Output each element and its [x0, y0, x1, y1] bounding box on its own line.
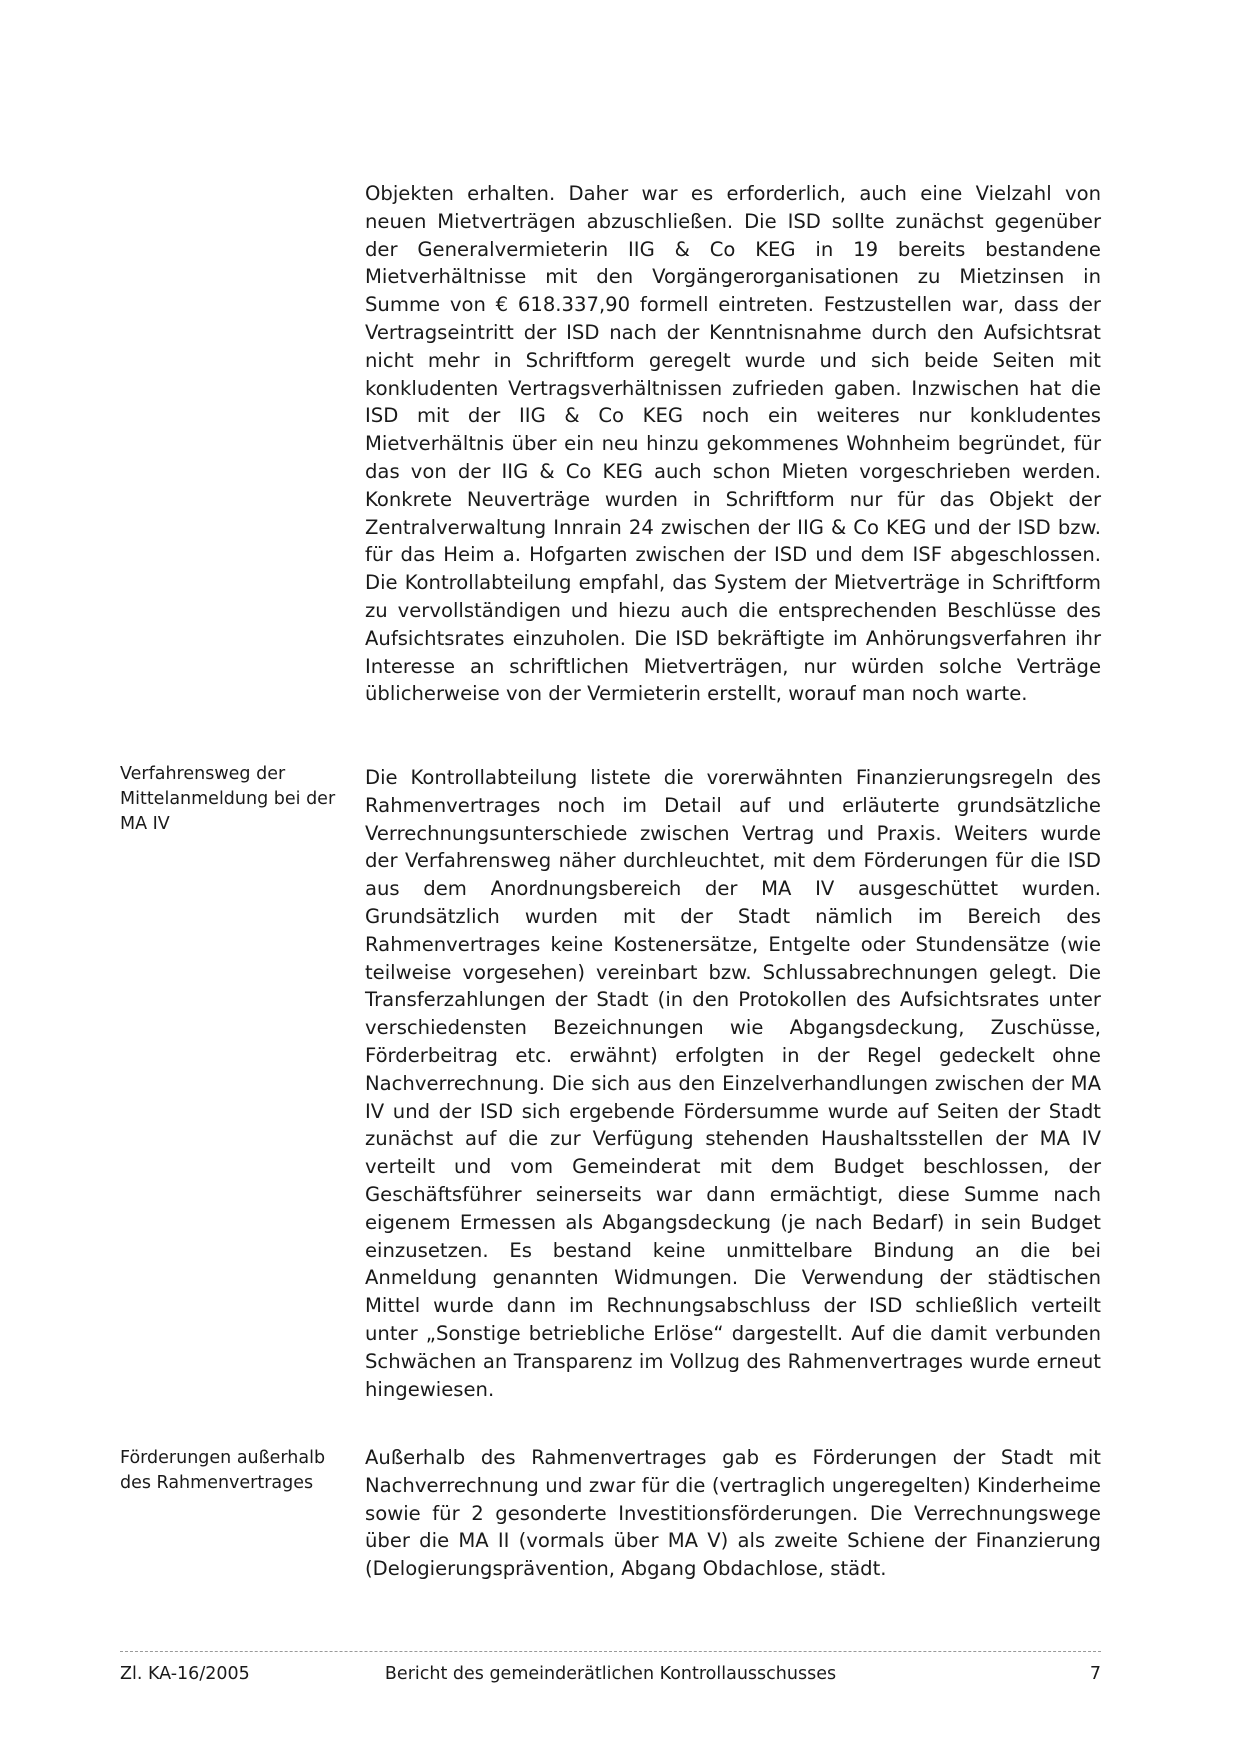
- margin-note-foerderungen: Förderungen außerhalb des Rahmenvertrages: [120, 1448, 326, 1493]
- body-paragraph-foerderungen: Außerhalb des Rahmenvertrages gab es Förderungen der Stadt mit Nachverrechnung und zwar für die (vertraglich ungeregelten) Kinderheime sowie für 2 gesonderte Investitionsförderungen. Die Verrechnungswege über die MA II (vormals über MA V) als zweite Schiene der Finanzierung (Delogierungsprävention, Abgang Obdachlose, städt.: [365, 1446, 1101, 1581]
- footer-divider: [120, 1651, 1101, 1652]
- body-paragraph-mietvertraege: Objekten erhalten. Daher war es erforderlich, auch eine Vielzahl von neuen Mietverträgen abzuschließen. Die ISD sollte zunächst gegenüber der Generalvermieterin IIG & Co KEG in 19 bereits bestandene Mietverhältnisse mit den Vorgängerorganisationen zu Mietzinsen in Summe von € 618.337,90 formell eintreten. Festzustellen war, dass der Vertragseintritt der ISD nach der Kenntnisnahme durch den Aufsichtsrat nicht mehr in Schriftform geregelt wurde und sich beide Seiten mit konkludenten Vertragsverhältnissen zufrieden gaben. Inzwischen hat die ISD mit der IIG & Co KEG noch ein weiteres nur konkludentes Mietverhältnis über ein neu hinzu gekommenes Wohnheim begründet, für das von der IIG & Co KEG auch schon Mieten vorgeschrieben werden. Konkrete Neuverträge wurden in Schriftform nur für das Objekt der Zentralverwaltung Innrain 24 zwischen der IIG & Co KEG und der ISD bzw. für das Heim a. Hofgarten zwischen der ISD und dem ISF abgeschlossen. Die Kontrollabteilung empfahl, das System der Mietverträge in Schriftform zu vervollständigen und hiezu auch die entsprechenden Beschlüsse des Aufsichtsrates einzuholen. Die ISD bekräftigte im Anhörungsverfahren ihr Interesse an schriftlichen Mietverträgen, nur würden solche Verträge üblicherweise von der Vermieterin erstellt, worauf man noch warte.: [365, 182, 1101, 706]
- footer-title: Bericht des gemeinderätlichen Kontrollausschusses: [384, 1664, 837, 1684]
- page-footer: [120, 1661, 1101, 1687]
- footer-page-number: 7: [1089, 1664, 1101, 1684]
- margin-note-verfahrensweg: Verfahrensweg der Mittelanmeldung bei der MA IV: [120, 764, 336, 834]
- body-paragraph-verfahrensweg: Die Kontrollabteilung listete die vorerwähnten Finanzierungsregeln des Rahmenvertrages noch im Detail auf und erläuterte grundsätzliche Verrechnungsunterschiede zwischen Vertrag und Praxis. Weiters wurde der Verfahrensweg näher durchleuchtet, mit dem Förderungen für die ISD aus dem Anordnungsbereich der MA IV ausgeschüttet wurden. Grundsätzlich wurden mit der Stadt nämlich im Bereich des Rahmenvertrages keine Kostenersätze, Entgelte oder Stundensätze (wie teilweise vorgesehen) vereinbart bzw. Schlussabrechnungen gelegt. Die Transferzahlungen der Stadt (in den Protokollen des Aufsichtsrates unter verschiedensten Bezeichnungen wie Abgangsdeckung, Zuschüsse, Förderbeitrag etc. erwähnt) erfolgten in der Regel gedeckelt ohne Nachverrechnung. Die sich aus den Einzelverhandlungen zwischen der MA IV und der ISD sich ergebende Fördersumme wurde auf Seiten der Stadt zunächst auf die zur Verfügung stehenden Haushaltsstellen der MA IV verteilt und vom Gemeinderat mit dem Budget beschlossen, der Geschäftsführer seinerseits war dann ermächtigt, diese Summe nach eigenem Ermessen als Abgangsdeckung (je nach Bedarf) in sein Budget einzusetzen. Es bestand keine unmittelbare Bindung an die bei Anmeldung genannten Widmungen. Die Verwendung der städtischen Mittel wurde dann im Rechnungsabschluss der ISD schließlich verteilt unter „Sonstige betriebliche Erlöse“ dargestellt. Auf die damit verbunden Schwächen an Transparenz im Vollzug des Rahmenvertrages wurde erneut hingewiesen.: [365, 766, 1101, 1401]
- footer-reference: Zl. KA-16/2005: [120, 1664, 250, 1684]
